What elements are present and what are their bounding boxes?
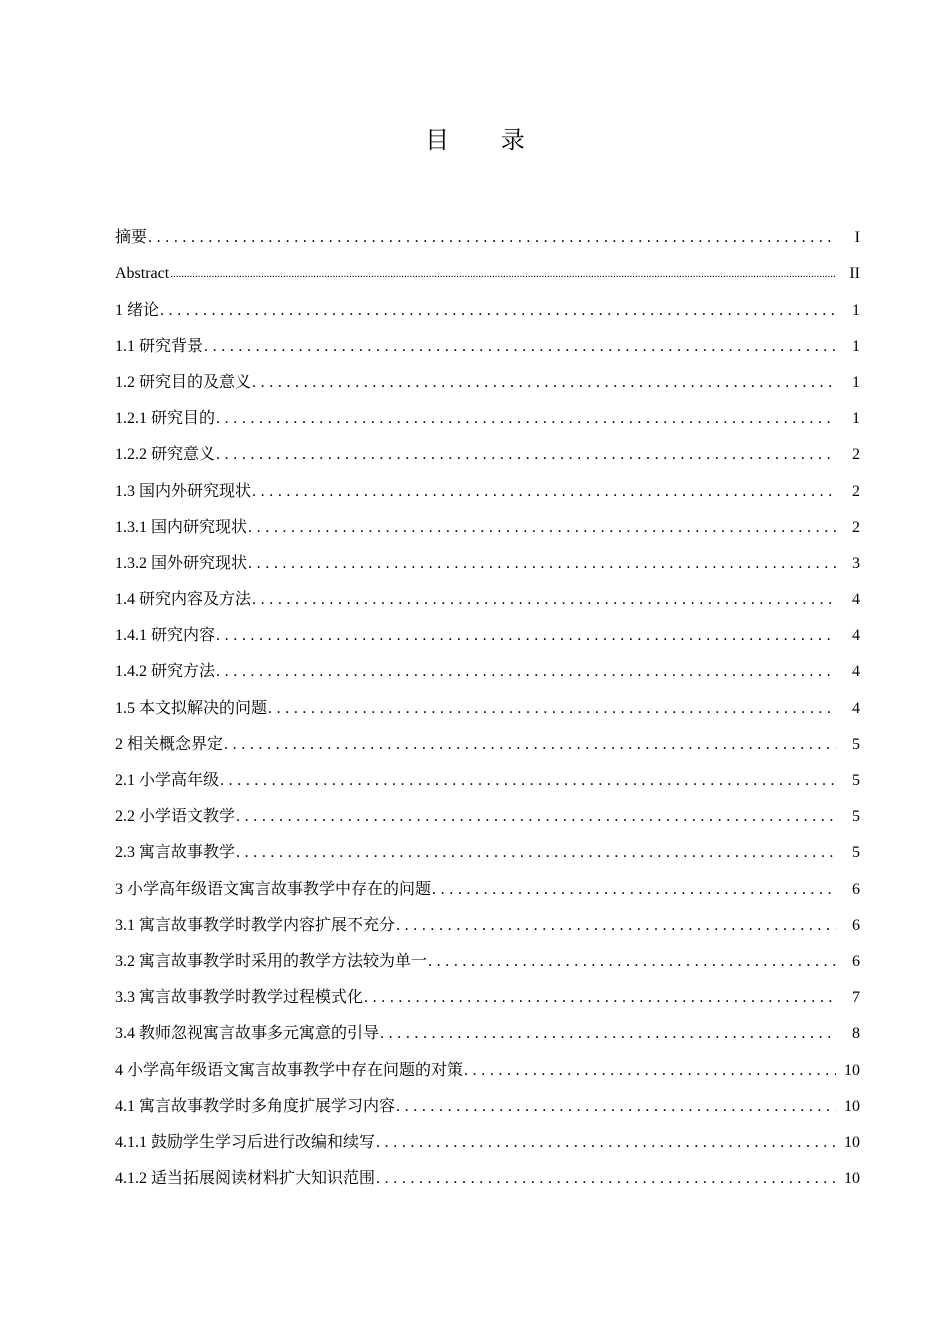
dot-leader xyxy=(248,518,836,538)
toc-entry-label: 2.3 寓言故事教学 xyxy=(115,844,236,862)
dot-leader xyxy=(380,1024,836,1044)
dot-leader xyxy=(268,699,836,719)
dot-leader xyxy=(428,952,836,972)
toc-entry-page-number: 5 xyxy=(852,808,860,826)
toc-entry-label: 4 小学高年级语文寓言故事教学中存在问题的对策 xyxy=(115,1061,464,1079)
toc-entry-label: 1.5 本文拟解决的问题 xyxy=(115,699,268,717)
toc-entry[interactable] xyxy=(115,755,860,791)
toc-entry-label: 2.2 小学语文教学 xyxy=(115,808,236,826)
toc-entry[interactable] xyxy=(115,1153,860,1189)
toc-entry-page-number: 1 xyxy=(852,373,860,391)
toc-entry-page-number: 10 xyxy=(844,1061,860,1079)
dot-leader xyxy=(148,228,836,248)
dot-leader xyxy=(432,880,836,900)
toc-entry[interactable] xyxy=(115,1044,860,1080)
toc-entry-label: 1.4.2 研究方法 xyxy=(115,663,216,681)
toc-entry[interactable] xyxy=(115,610,860,646)
toc-entry[interactable] xyxy=(115,900,860,936)
dot-leader xyxy=(236,843,836,863)
toc-entry-page-number: 10 xyxy=(844,1170,860,1188)
toc-entry-page-number: 8 xyxy=(852,1025,860,1043)
toc-entry-label: 1.2 研究目的及意义 xyxy=(115,373,252,391)
toc-entry-page-number: 5 xyxy=(852,844,860,862)
toc-entry-label: 1 绪论 xyxy=(115,301,160,319)
toc-entry[interactable] xyxy=(115,863,860,899)
toc-entry[interactable] xyxy=(115,936,860,972)
toc-entry-label: 3 小学高年级语文寓言故事教学中存在的问题 xyxy=(115,880,432,898)
toc-entry[interactable] xyxy=(115,248,860,284)
toc-entry-label: 1.2.1 研究目的 xyxy=(115,410,216,428)
dot-leader xyxy=(216,409,836,429)
dot-leader xyxy=(204,337,836,357)
toc-entry-label: 3.1 寓言故事教学时教学内容扩展不充分 xyxy=(115,916,396,934)
toc-entry-label: 1.1 研究背景 xyxy=(115,337,204,355)
dot-leader xyxy=(236,807,836,827)
toc-entry-label: 摘要 xyxy=(115,229,148,247)
toc-entry[interactable] xyxy=(115,429,860,465)
toc-entry[interactable] xyxy=(115,972,860,1008)
toc-entry-page-number: 7 xyxy=(852,989,860,1007)
dot-leader xyxy=(252,590,836,610)
toc-entry-label: 4.1 寓言故事教学时多角度扩展学习内容 xyxy=(115,1097,396,1115)
toc-entry[interactable] xyxy=(115,791,860,827)
toc-entry-label: 4.1.2 适当拓展阅读材料扩大知识范围 xyxy=(115,1170,376,1188)
toc-entry[interactable] xyxy=(115,393,860,429)
toc-entry[interactable] xyxy=(115,574,860,610)
toc-entry[interactable] xyxy=(115,465,860,501)
dot-leader xyxy=(224,735,836,755)
toc-entry-label: 3.4 教师忽视寓言故事多元寓意的引导 xyxy=(115,1025,380,1043)
toc-entry-page-number: 4 xyxy=(852,699,860,717)
toc-entry[interactable] xyxy=(115,1008,860,1044)
toc-entry-page-number: 6 xyxy=(852,880,860,898)
toc-entry-page-number: 2 xyxy=(852,446,860,464)
dot-leader xyxy=(364,988,836,1008)
toc-entry-label: 1.3.2 国外研究现状 xyxy=(115,554,248,572)
toc-entry-label: 3.3 寓言故事教学时教学过程模式化 xyxy=(115,989,364,1007)
toc-entry-page-number: 4 xyxy=(852,591,860,609)
toc-title: 目 录 xyxy=(425,126,547,154)
toc-entry-page-number: 2 xyxy=(852,518,860,536)
dot-leader xyxy=(396,916,836,936)
toc-entry[interactable] xyxy=(115,646,860,682)
dot-leader xyxy=(376,1133,836,1153)
toc-entry-label: 1.2.2 研究意义 xyxy=(115,446,216,464)
toc-entry-label: 3.2 寓言故事教学时采用的教学方法较为单一 xyxy=(115,952,428,970)
dot-leader xyxy=(248,554,836,574)
toc-entry-label: 2 相关概念界定 xyxy=(115,735,224,753)
toc-entry[interactable] xyxy=(115,1117,860,1153)
toc-entry-page-number: 5 xyxy=(852,735,860,753)
toc-entry-page-number: II xyxy=(849,265,860,283)
toc-entry-page-number: 6 xyxy=(852,952,860,970)
toc-entry[interactable] xyxy=(115,719,860,755)
dot-leader xyxy=(160,301,836,321)
dot-leader xyxy=(170,264,836,284)
dot-leader xyxy=(220,771,836,791)
dot-leader xyxy=(216,662,836,682)
toc-entry-page-number: 5 xyxy=(852,772,860,789)
toc-entry[interactable] xyxy=(115,502,860,538)
toc-entry-label: 1.3.1 国内研究现状 xyxy=(115,518,248,536)
toc-entry[interactable] xyxy=(115,212,860,248)
toc-entry-label: Abstract xyxy=(115,265,170,283)
toc-entry-page-number: 3 xyxy=(852,554,860,572)
dot-leader xyxy=(396,1097,836,1117)
toc-entry-page-number: 2 xyxy=(852,482,860,500)
dot-leader xyxy=(252,373,836,393)
toc-entry[interactable] xyxy=(115,682,860,718)
toc-entry-label: 4.1.1 鼓励学生学习后进行改编和续写 xyxy=(115,1133,376,1151)
dot-leader xyxy=(216,626,836,646)
toc-entry[interactable] xyxy=(115,321,860,357)
toc-entry-page-number: 10 xyxy=(844,1097,860,1115)
toc-entry-page-number: 6 xyxy=(852,916,860,934)
dot-leader xyxy=(464,1061,836,1081)
toc-entry[interactable] xyxy=(115,284,860,320)
toc-entry-label: 2.1 小学高年级 xyxy=(115,772,220,789)
toc-entry-label: 1.4 研究内容及方法 xyxy=(115,591,252,609)
toc-entry[interactable] xyxy=(115,827,860,863)
dot-leader xyxy=(376,1169,836,1189)
toc-entry-label: 1.3 国内外研究现状 xyxy=(115,482,252,500)
dot-leader xyxy=(252,482,836,502)
toc-entry[interactable] xyxy=(115,357,860,393)
toc-entry-label: 1.4.1 研究内容 xyxy=(115,627,216,645)
toc-entry-page-number: I xyxy=(854,229,860,247)
dot-leader xyxy=(216,445,836,465)
toc-entry-page-number: 4 xyxy=(852,627,860,645)
toc-entry-page-number: 1 xyxy=(852,410,860,428)
toc-entry[interactable] xyxy=(115,538,860,574)
toc-entry-page-number: 10 xyxy=(844,1133,860,1151)
table-of-contents xyxy=(115,212,860,1189)
toc-entry-page-number: 1 xyxy=(852,337,860,355)
toc-entry-page-number: 4 xyxy=(852,663,860,681)
toc-entry[interactable] xyxy=(115,1081,860,1117)
toc-entry-page-number: 1 xyxy=(852,301,860,319)
